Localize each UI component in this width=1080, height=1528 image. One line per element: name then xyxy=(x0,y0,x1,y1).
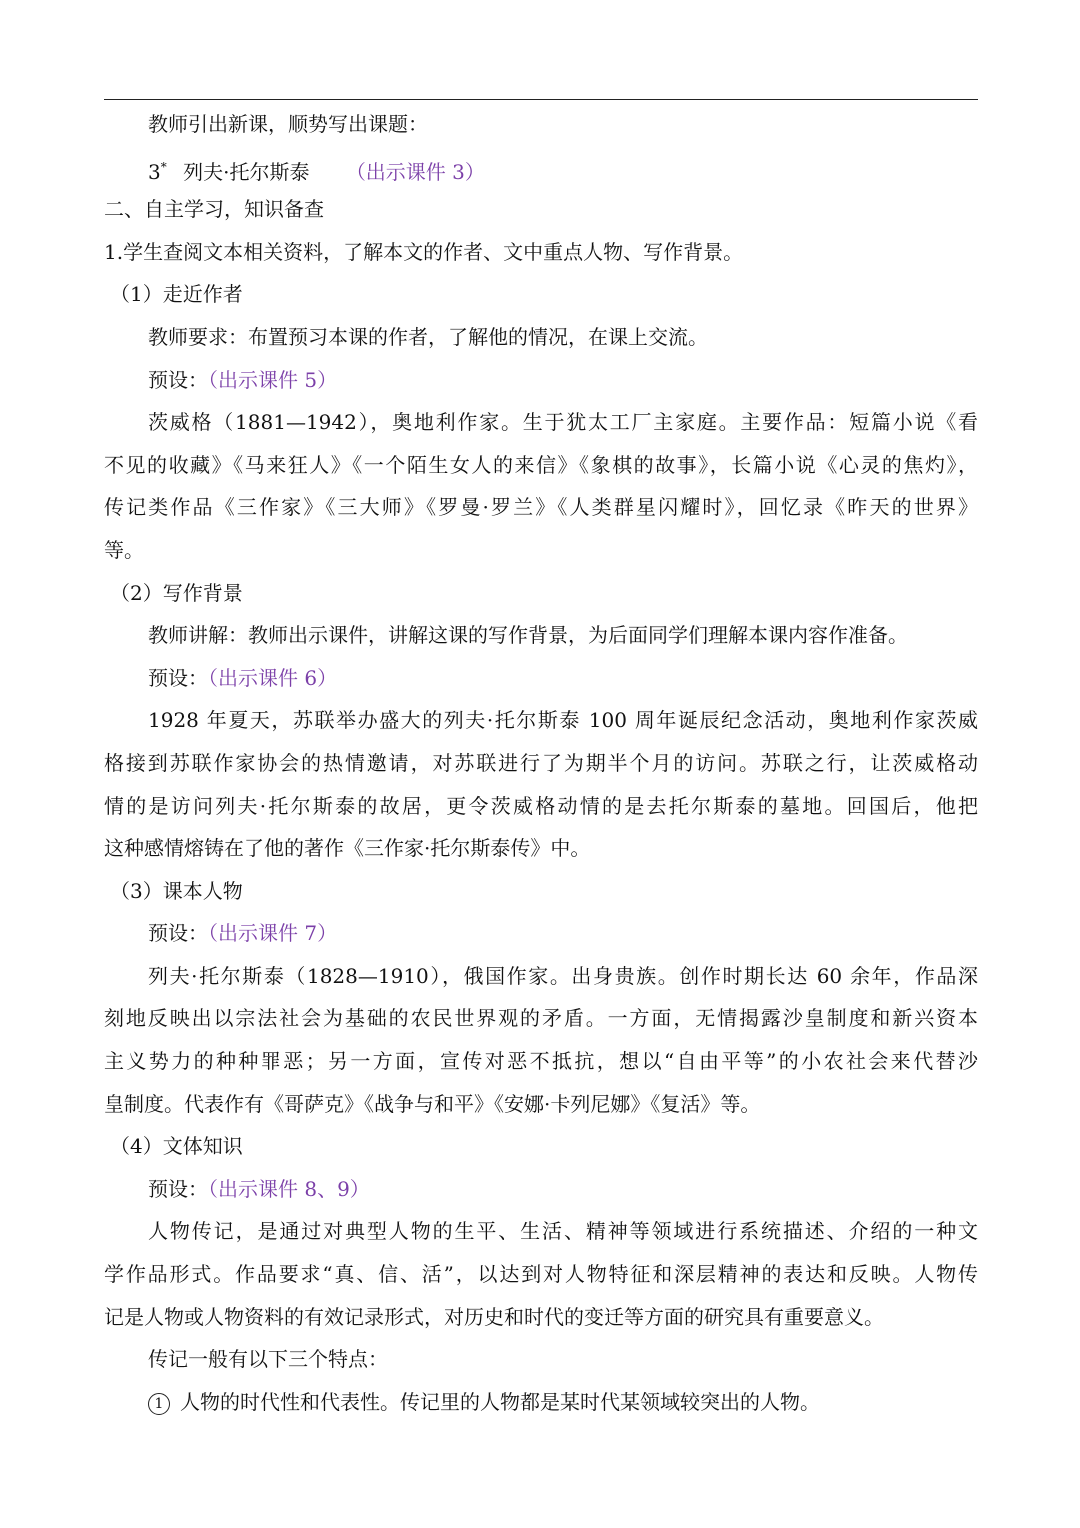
preset-label: 预设： xyxy=(148,921,208,946)
preset-label: 预设： xyxy=(148,665,208,690)
author-teacher-requirement: 教师要求：布置预习本课的作者，了解他的情况，在课上交流。 xyxy=(148,324,708,349)
preset-label: 预设： xyxy=(148,367,208,392)
lesson-number: 3 xyxy=(148,159,161,184)
character-paragraph-line: 列夫·托尔斯泰（1828—1910），俄国作家。出身贵族。创作时期长达 60 余年，作品深 xyxy=(148,963,978,988)
background-paragraph-line: 情的是访问列夫·托尔斯泰的故居，更令茨威格动情的是去托尔斯泰的墓地。回国后，他把 xyxy=(104,793,978,818)
lesson-title-line xyxy=(104,146,978,189)
character-paragraph-line: 刻地反映出以宗法社会为基础的农民世界观的矛盾。一方面，无情揭露沙皇制度和新兴资本 xyxy=(104,1006,978,1031)
character-heading: （3）课本人物 xyxy=(110,878,243,903)
header-rule xyxy=(104,99,978,100)
genre-feature-1 xyxy=(104,1381,978,1424)
section-heading: 二、自主学习，知识备查 xyxy=(104,197,324,222)
feature-1-text: 人物的时代性和代表性。传记里的人物都是某时代某领域较突出的人物。 xyxy=(180,1389,820,1414)
author-heading: （1）走近作者 xyxy=(110,282,243,307)
lesson-star: * xyxy=(160,159,167,174)
document-body xyxy=(104,103,978,1423)
background-paragraph-line: 1928 年夏天，苏联举办盛大的列夫·托尔斯泰 100 周年诞辰纪念活动，奥地利作家茨威 xyxy=(148,708,978,733)
genre-paragraph-line: 学作品形式。作品要求“真、信、活”，以达到对人物特征和深层精神的表达和反映。人物传 xyxy=(104,1262,978,1287)
background-paragraph-line: 这种感情熔铸在了他的著作《三作家·托尔斯泰传》中。 xyxy=(104,836,591,861)
background-teacher-talk: 教师讲解：教师出示课件，讲解这课的写作背景，为后面同学们理解本课内容作准备。 xyxy=(148,623,908,648)
author-preset xyxy=(104,359,978,402)
circled-number-marker: 1 xyxy=(148,1393,170,1415)
author-paragraph-line: 茨威格（1881—1942），奥地利作家。生于犹太工厂主家庭。主要作品：短篇小说《看 xyxy=(148,410,978,435)
character-preset xyxy=(104,912,978,955)
teacher-intro-line: 教师引出新课，顺势写出课题： xyxy=(148,112,428,136)
background-paragraph-line: 格接到苏联作家协会的热情邀请，对苏联进行了为期半个月的访问。苏联之行，让茨威格动 xyxy=(104,750,978,775)
background-preset xyxy=(104,657,978,700)
author-paragraph-line: 不见的收藏》《马来狂人》《一个陌生女人的来信》《象棋的故事》，长篇小说《心灵的焦灼》， xyxy=(104,452,978,477)
lesson-courseware-ref: （出示课件 3） xyxy=(345,159,485,184)
background-heading: （2）写作背景 xyxy=(110,580,243,605)
task-1: 1.学生查阅文本相关资料，了解本文的作者、文中重点人物、写作背景。 xyxy=(104,239,744,264)
preset-label: 预设： xyxy=(148,1176,208,1201)
preset-courseware-ref: （出示课件 5） xyxy=(208,367,338,392)
genre-paragraph-line: 人物传记，是通过对典型人物的生平、生活、精神等领域进行系统描述、介绍的一种文 xyxy=(148,1219,978,1244)
preset-courseware-ref: （出示课件 8、9） xyxy=(208,1176,370,1201)
genre-features-intro: 传记一般有以下三个特点： xyxy=(148,1347,388,1372)
author-paragraph-line: 传记类作品《三作家》《三大师》《罗曼·罗兰》《人类群星闪耀时》，回忆录《昨天的世界》 xyxy=(104,495,978,520)
character-paragraph-line: 皇制度。代表作有《哥萨克》《战争与和平》《安娜·卡列尼娜》《复活》等。 xyxy=(104,1091,761,1116)
author-paragraph-line: 等。 xyxy=(104,537,144,562)
preset-courseware-ref: （出示课件 6） xyxy=(208,665,338,690)
preset-courseware-ref: （出示课件 7） xyxy=(208,921,338,946)
character-paragraph-line: 主义势力的种种罪恶；另一方面，宣传对恶不抵抗，想以“自由平等”的小农社会来代替沙 xyxy=(104,1049,978,1074)
genre-heading: （4）文体知识 xyxy=(110,1134,243,1159)
genre-paragraph-line: 记是人物或人物资料的有效记录形式，对历史和时代的变迁等方面的研究具有重要意义。 xyxy=(104,1304,884,1329)
genre-preset xyxy=(104,1168,978,1211)
lesson-title: 列夫·托尔斯泰 xyxy=(183,159,310,184)
